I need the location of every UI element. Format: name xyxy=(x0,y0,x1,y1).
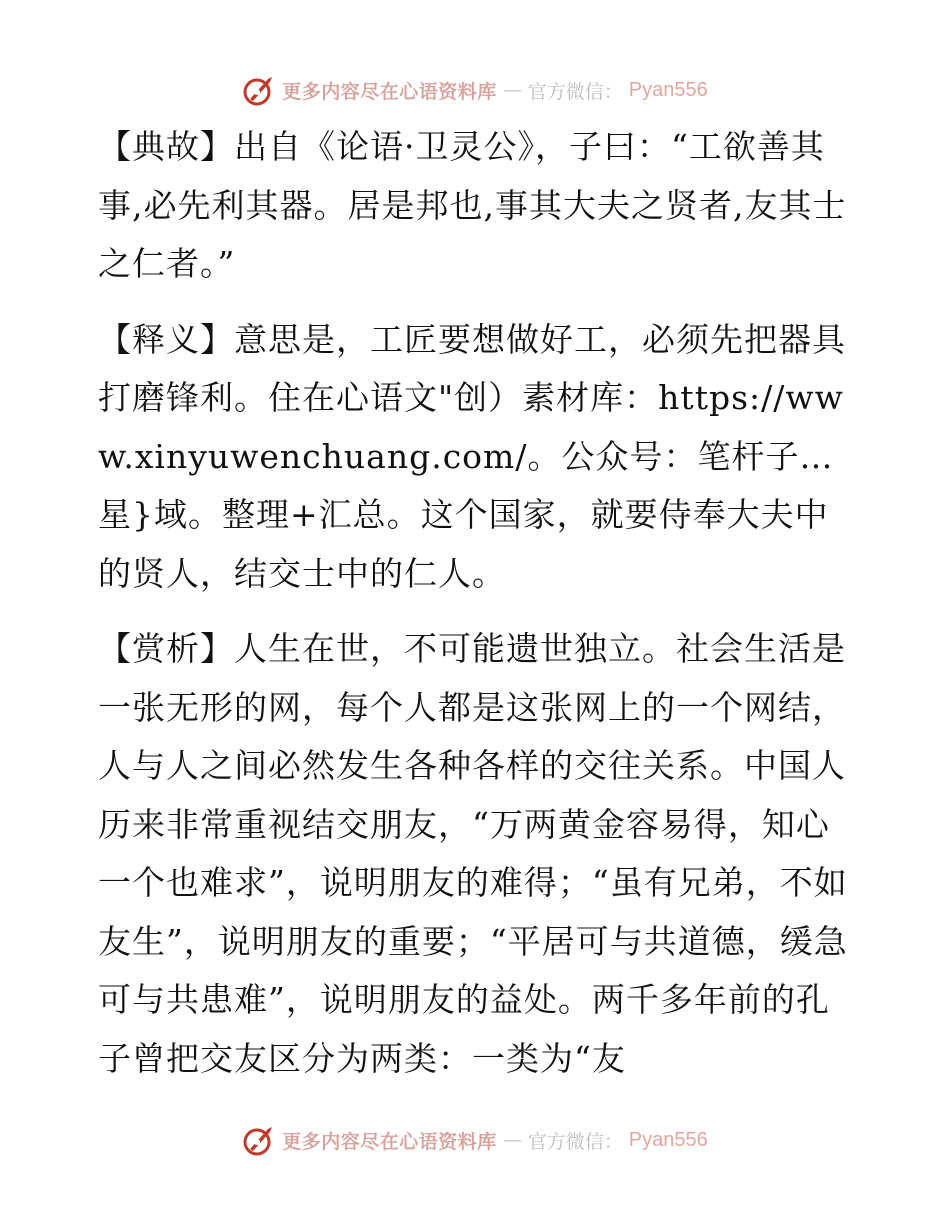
banner-dash: — xyxy=(502,79,522,101)
label-meaning: 【释义】 xyxy=(98,319,234,359)
text-allusion: 出自《论语·卫灵公》，子曰：“工欲善其事,必先利其器。居是邦也,事其大夫之贤者,友其士之仁者。” xyxy=(98,127,847,283)
banner-wechat-id: Pyan556 xyxy=(628,78,708,101)
quill-logo-icon xyxy=(242,1123,276,1157)
text-appreciation: 人生在世，不可能遗世独立。社会生活是一张无形的网，每个人都是这张网上的一个网结，人与人之间必然发生各种各样的交往关系。中国人历来非常重视结交朋友，“万两黄金容易得，知心一个也难求”，说明朋友的难得；“虽有兄弟，不如友生”，说明朋友的重要；“平居可与共道德，缓急可与共患难”，说明朋友的益处。两千多年前的孔子曾把交友区分为两类：一类为“友 xyxy=(98,629,848,1078)
banner-main-text: 更多内容尽在心语资料库 xyxy=(282,1130,497,1153)
banner-official-label: 官方微信： xyxy=(527,80,623,103)
paragraph-allusion xyxy=(98,118,858,294)
quill-logo-icon xyxy=(242,73,276,107)
label-appreciation: 【赏析】 xyxy=(98,629,234,668)
banner-wechat-id: Pyan556 xyxy=(628,1128,708,1151)
banner-official-label: 官方微信： xyxy=(527,1130,623,1153)
header-banner xyxy=(0,70,950,110)
text-meaning: 意思是，工匠要想做好工，必须先把器具打磨锋利。住在心语文"创）素材库：https://www.xinyuwenchuang.com/。公众号：笔杆子…星}域。整理+汇总。这个国家，就要侍奉大夫中的贤人，结交士中的仁人。 xyxy=(98,319,846,593)
banner-dash: — xyxy=(502,1129,522,1151)
label-allusion: 【典故】 xyxy=(98,127,234,166)
document-body xyxy=(98,118,858,1105)
paragraph-meaning xyxy=(98,311,858,604)
footer-banner xyxy=(0,1120,950,1160)
banner-main-text: 更多内容尽在心语资料库 xyxy=(282,80,497,103)
paragraph-appreciation xyxy=(98,620,858,1088)
